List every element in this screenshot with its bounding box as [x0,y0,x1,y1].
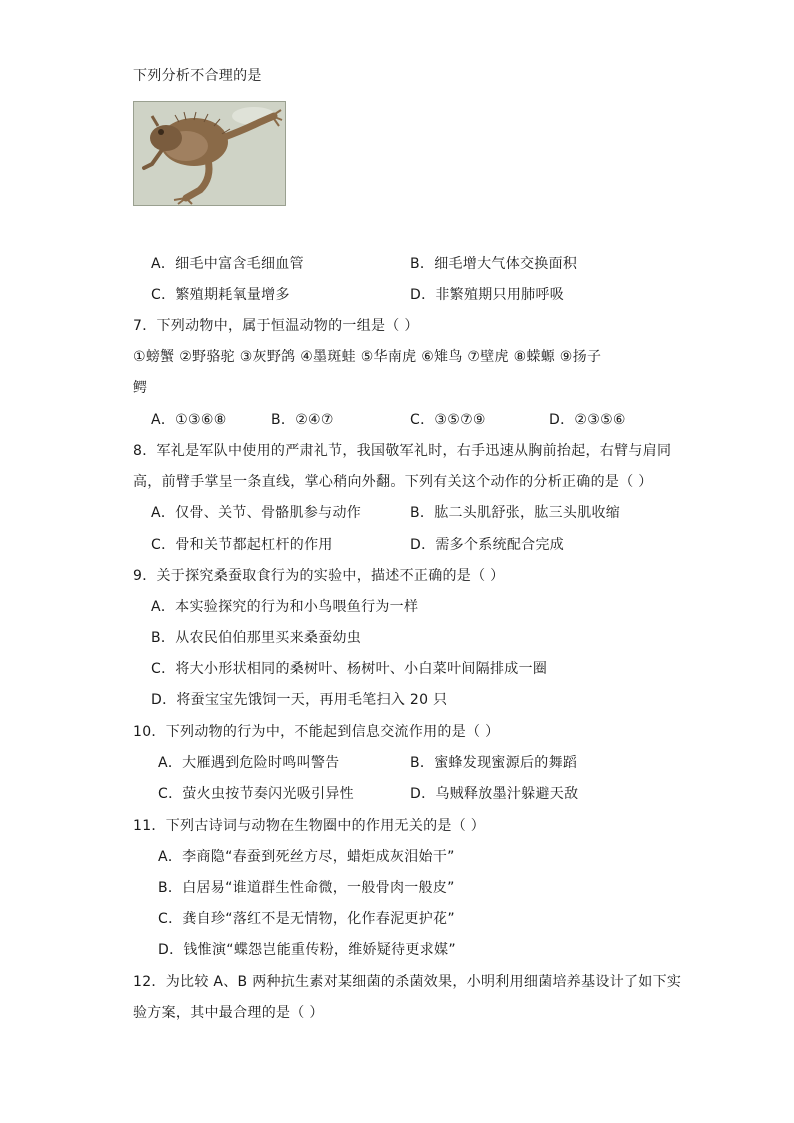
question-6-stem-tail: 下列分析不合理的是 [133,68,262,84]
q7-option-a: A．①③⑥⑧ [151,412,227,428]
q8-option-a: A．仅骨、关节、骨骼肌参与动作 [151,505,362,521]
question-11-stem: 11．下列古诗词与动物在生物圈中的作用无关的是（ ） [133,818,486,834]
q11-option-d: D．钱惟演“蝶怨岂能重传粉，维娇疑待更求媒” [158,942,456,958]
question-8-stem-cont: 高，前臂手掌呈一条直线，掌心稍向外翻。下列有关这个动作的分析正确的是（ ） [133,474,653,490]
q8-option-c: C．骨和关节都起杠杆的作用 [151,537,333,553]
q10-option-b: B．蜜蜂发现蜜源后的舞蹈 [410,755,578,771]
q9-option-d: D．将蚕宝宝先饿饲一天，再用毛笔扫入 20 只 [151,692,448,708]
q7-option-d: D．②③⑤⑥ [549,412,626,428]
q11-option-b: B．白居易“谁道群生性命微，一般骨肉一般皮” [158,880,455,896]
q9-option-b: B．从农民伯伯那里买来桑蚕幼虫 [151,630,362,646]
question-9-stem: 9．关于探究桑蚕取食行为的实验中，描述不正确的是（ ） [133,568,505,584]
question-7-stem: 7．下列动物中，属于恒温动物的一组是（ ） [133,318,419,334]
q7-animal-list: ①螃蟹 ②野骆驼 ③灰野鸽 ④墨斑蛙 ⑤华南虎 ⑥雉鸟 ⑦壁虎 ⑧蝾螈 ⑨扬子 [133,349,602,365]
q7-animal-list-cont: 鳄 [133,380,148,396]
q6-option-c: C．繁殖期耗氧量增多 [151,287,290,303]
frog-image [134,102,285,205]
q6-option-a: A．细毛中富含毛细血管 [151,256,304,272]
question-12-stem-cont: 验方案，其中最合理的是（ ） [133,1005,324,1021]
question-8-stem: 8．军礼是军队中使用的严肃礼节，我国敬军礼时，右手迅速从胸前抬起，右臂与肩同 [133,443,672,459]
q8-option-b: B．肱二头肌舒张，肱三头肌收缩 [410,505,621,521]
q6-option-d: D．非繁殖期只用肺呼吸 [410,287,565,303]
q11-option-c: C．龚自珍“落红不是无情物，化作春泥更护花” [158,911,455,927]
q10-option-c: C．萤火虫按节奏闪光吸引异性 [158,786,354,802]
q10-option-a: A．大雁遇到危险时鸣叫警告 [158,755,340,771]
question-10-stem: 10．下列动物的行为中，不能起到信息交流作用的是（ ） [133,724,500,740]
q8-option-d: D．需多个系统配合完成 [410,537,565,553]
q7-option-c: C．③⑤⑦⑨ [410,412,486,428]
q6-option-b: B．细毛增大气体交换面积 [410,256,578,272]
q9-option-c: C．将大小形状相同的桑树叶、杨树叶、小白菜叶间隔排成一圈 [151,661,548,677]
q11-option-a: A．李商隐“春蚕到死丝方尽，蜡炬成灰泪始干” [158,849,455,865]
frog-photo [133,101,286,206]
q7-option-b: B．②④⑦ [271,412,334,428]
q10-option-d: D．乌贼释放墨汁躲避天敌 [410,786,579,802]
q9-option-a: A．本实验探究的行为和小鸟喂鱼行为一样 [151,599,419,615]
question-12-stem: 12．为比较 A、B 两种抗生素对某细菌的杀菌效果，小明利用细菌培养基设计了如下实 [133,974,682,990]
